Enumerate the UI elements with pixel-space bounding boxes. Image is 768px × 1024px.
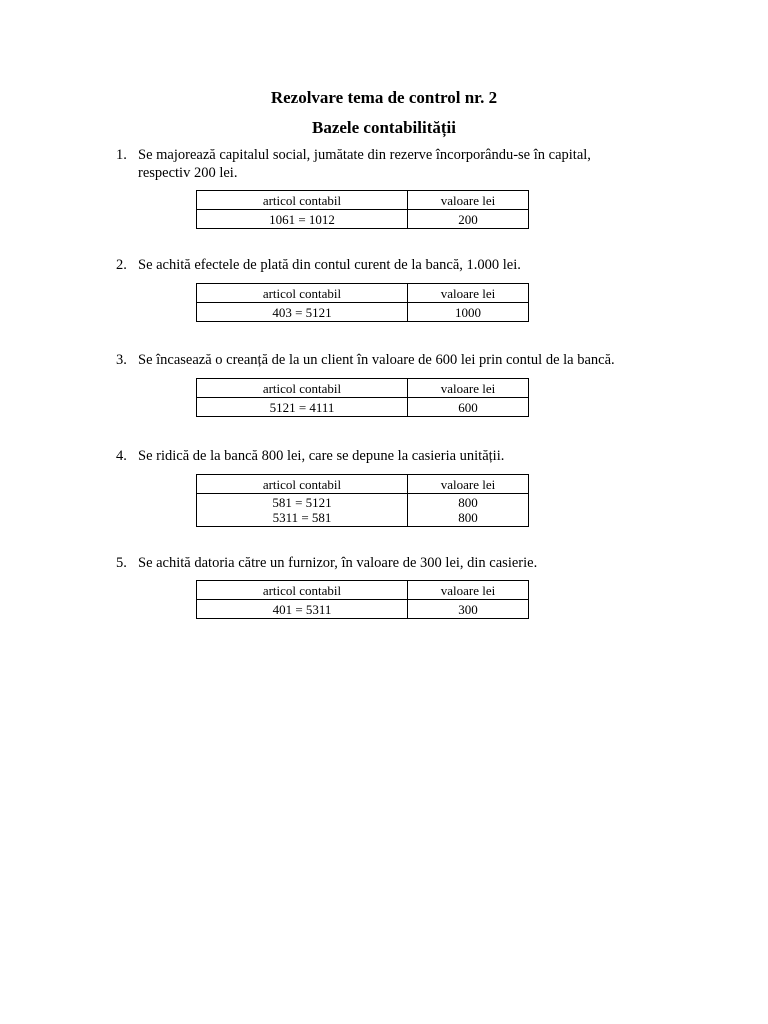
- column-header-value: valoare lei: [408, 284, 529, 303]
- item-text: [138, 256, 658, 274]
- item-number: 2.: [116, 257, 127, 273]
- item-text: [138, 447, 658, 465]
- value-cell: 1000: [408, 303, 529, 322]
- item-number: 5.: [116, 555, 127, 571]
- account-cell: 5121 = 4111: [197, 398, 408, 417]
- value-cell: [408, 494, 529, 527]
- account-cell: [197, 494, 408, 527]
- item-text: [138, 554, 658, 572]
- account-cell: 403 = 5121: [197, 303, 408, 322]
- table-row: [197, 210, 529, 229]
- entry-table: [196, 474, 529, 527]
- item-text-line: Se majorează capitalul social, jumătate din rezerve încorporându-se în capital,: [138, 147, 591, 163]
- account-cell: 1061 = 1012: [197, 210, 408, 229]
- table-header-row: [197, 475, 529, 494]
- item-number: 4.: [116, 448, 127, 464]
- item-number: 3.: [116, 352, 127, 368]
- account-line: 581 = 5121: [272, 495, 332, 510]
- column-header-account: articol contabil: [197, 191, 408, 210]
- item-text-line: Se ridică de la bancă 800 lei, care se depune la casieria unității.: [138, 448, 505, 464]
- column-header-account: articol contabil: [197, 379, 408, 398]
- column-header-value: valoare lei: [408, 379, 529, 398]
- item-text-line: Se încasează o creanță de la un client în valoare de 600 lei prin contul de la bancă.: [138, 352, 615, 368]
- column-header-value: valoare lei: [408, 191, 529, 210]
- value-cell: 300: [408, 600, 529, 619]
- column-header-value: valoare lei: [408, 475, 529, 494]
- item-text-line: Se achită efectele de plată din contul curent de la bancă, 1.000 lei.: [138, 257, 521, 273]
- column-header-account: articol contabil: [197, 581, 408, 600]
- value-cell: 600: [408, 398, 529, 417]
- account-line: 5311 = 581: [272, 510, 332, 525]
- entry-table: [196, 378, 529, 417]
- value-line: 800: [458, 495, 478, 510]
- table-row: [197, 398, 529, 417]
- table-row: [197, 303, 529, 322]
- document-subtitle: Bazele contabilității: [311, 118, 456, 137]
- item-text-line: Se achită datoria către un furnizor, în valoare de 300 lei, din casierie.: [138, 555, 538, 571]
- table-row: [197, 600, 529, 619]
- table-header-row: [197, 191, 529, 210]
- table-header-row: [197, 379, 529, 398]
- item-text-line: respectiv 200 lei.: [138, 165, 238, 181]
- value-line: 800: [458, 510, 478, 525]
- document-title: Rezolvare tema de control nr. 2: [270, 88, 498, 107]
- table-header-row: [197, 581, 529, 600]
- table-header-row: [197, 284, 529, 303]
- column-header-account: articol contabil: [197, 284, 408, 303]
- entry-table: [196, 190, 529, 229]
- account-cell: 401 = 5311: [197, 600, 408, 619]
- item-text: [138, 146, 658, 182]
- item-text: [138, 351, 658, 369]
- value-cell: 200: [408, 210, 529, 229]
- entry-table: [196, 283, 529, 322]
- item-number: 1.: [116, 147, 127, 163]
- column-header-account: articol contabil: [197, 475, 408, 494]
- table-row: [197, 494, 529, 527]
- entry-table: [196, 580, 529, 619]
- column-header-value: valoare lei: [408, 581, 529, 600]
